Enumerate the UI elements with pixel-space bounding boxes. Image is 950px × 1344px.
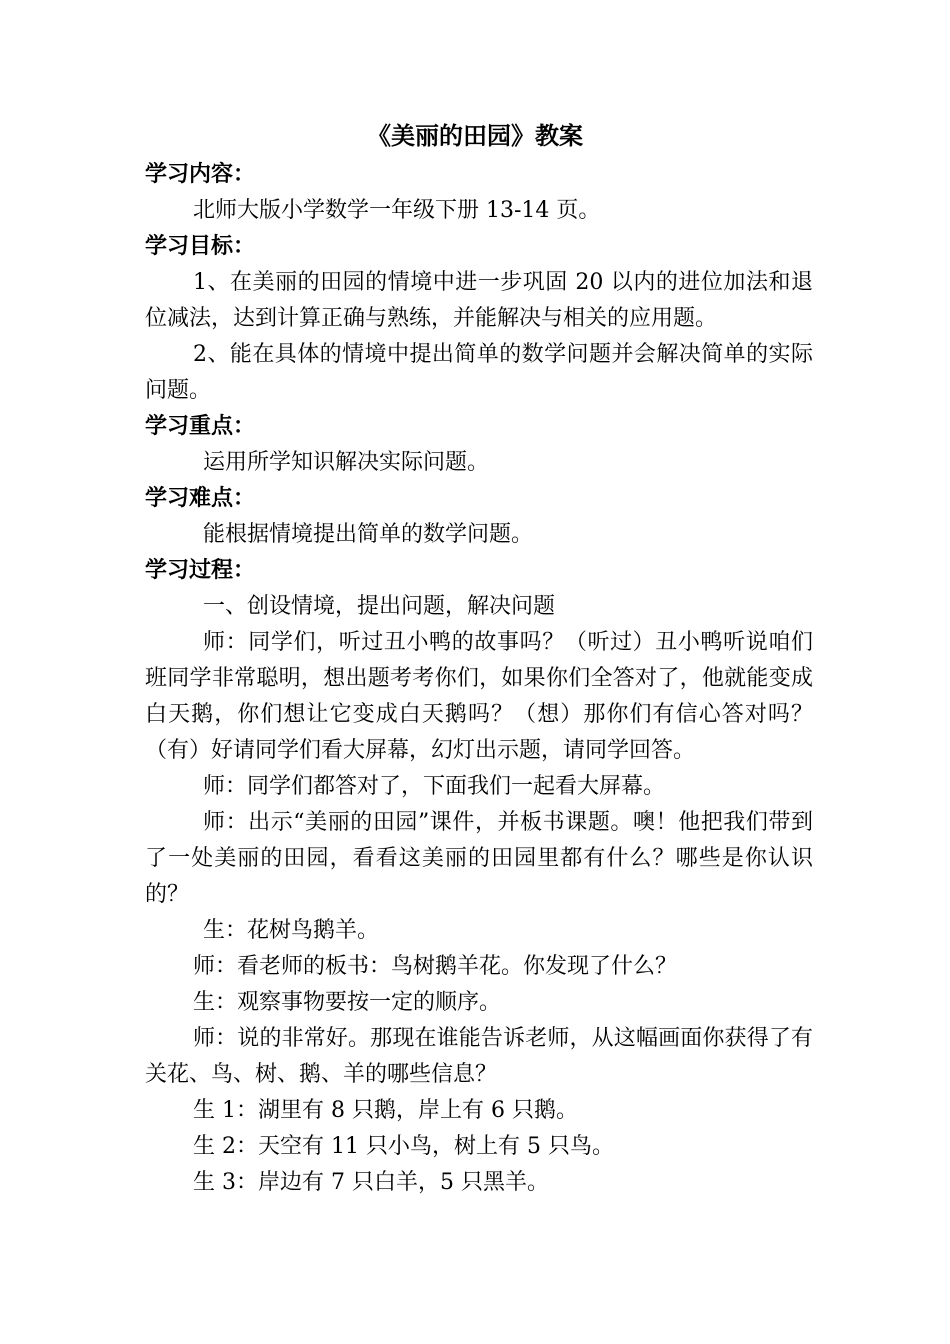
process-paragraph: 生：观察事物要按一定的顺序。	[193, 990, 502, 1015]
learning-content-text: 北师大版小学数学一年级下册 13-14 页。	[193, 198, 601, 223]
goal-item-2: 2、能在具体的情境中提出简单的数学问题并会解决简单的实际问题。	[145, 342, 813, 403]
process-paragraph: 师：出示“美丽的田园”课件，并板书课题。噢！他把我们带到了一处美丽的田园，看看这美丽的田园里都有什么？哪些是你认识的？	[145, 810, 813, 907]
document-title: 《美丽的田园》教案	[367, 122, 583, 150]
process-paragraph: 生 1：湖里有 8 只鹅，岸上有 6 只鹅。	[193, 1098, 578, 1123]
heading-key-points: 学习重点：	[145, 414, 256, 439]
process-section-1: 一、创设情境，提出问题，解决问题	[203, 594, 556, 619]
process-paragraph: 生：花树鸟鹅羊。	[203, 918, 380, 943]
process-paragraph: 师：同学们都答对了，下面我们一起看大屏幕。	[203, 774, 666, 799]
process-paragraph: 生 3：岸边有 7 只白羊，5 只黑羊。	[193, 1170, 549, 1195]
process-paragraph: 师：看老师的板书：鸟树鹅羊花。你发现了什么？	[193, 954, 678, 979]
heading-learning-goals: 学习目标：	[145, 234, 256, 259]
process-paragraph: 师：同学们，听过丑小鸭的故事吗？（听过）丑小鸭听说咱们班同学非常聪明，想出题考考你们，如果你们全答对了，他就能变成白天鹅，你们想让它变成白天鹅吗？（想）那你们有信心答对吗？（有）好请同学们看大屏幕，幻灯出示题，请同学回答。	[145, 630, 813, 763]
heading-learning-content: 学习内容：	[145, 162, 256, 187]
process-paragraph: 师：说的非常好。那现在谁能告诉老师，从这幅画面你获得了有关花、鸟、树、鹅、羊的哪些信息？	[145, 1026, 813, 1087]
heading-learning-process: 学习过程：	[145, 558, 256, 583]
goal-item-1: 1、在美丽的田园的情境中进一步巩固 20 以内的进位加法和退位减法，达到计算正确与熟练，并能解决与相关的应用题。	[145, 270, 813, 331]
key-point-text: 运用所学知识解决实际问题。	[203, 450, 490, 475]
difficulty-text: 能根据情境提出简单的数学问题。	[203, 522, 534, 547]
process-paragraph: 生 2：天空有 11 只小鸟，树上有 5 只鸟。	[193, 1134, 614, 1159]
heading-difficulties: 学习难点：	[145, 486, 256, 511]
